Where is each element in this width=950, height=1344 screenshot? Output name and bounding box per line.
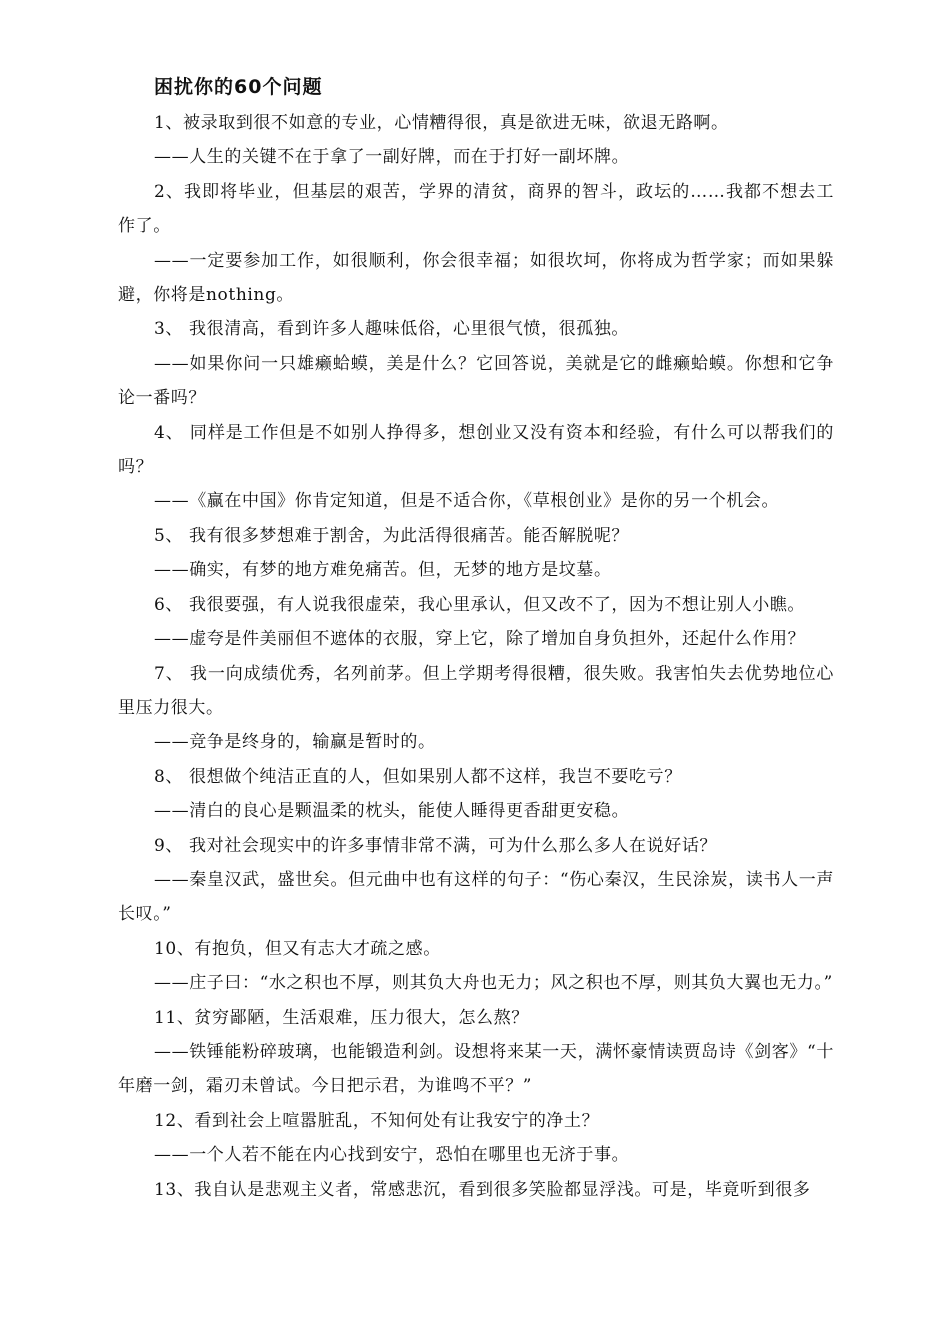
question-2: 2、我即将毕业，但基层的艰苦，学界的清贫，商界的智斗，政坛的……我都不想去工作了。 xyxy=(118,181,834,237)
answer-3: ——如果你问一只雄癞蛤蟆，美是什么？它回答说，美就是它的雌癞蛤蟆。你想和它争论一番吗？ xyxy=(118,353,834,409)
document-title: 困扰你的60个问题 xyxy=(154,76,323,98)
answer-9: ——秦皇汉武，盛世矣。但元曲中也有这样的句子：“伤心秦汉，生民涂炭，读书人一声长叹。” xyxy=(118,869,834,925)
answer-7: ——竞争是终身的，输赢是暂时的。 xyxy=(154,732,436,753)
answer-5: ——确实，有梦的地方难免痛苦。但，无梦的地方是坟墓。 xyxy=(154,560,612,581)
question-5: 5、 我有很多梦想难于割舍，为此活得很痛苦。能否解脱呢？ xyxy=(154,525,630,546)
answer-1: ——人生的关键不在于拿了一副好牌，而在于打好一副坏牌。 xyxy=(154,147,630,168)
question-10: 10、有抱负，但又有志大才疏之感。 xyxy=(154,938,441,959)
answer-6: ——虚夸是件美丽但不遮体的衣服，穿上它，除了增加自身负担外，还起什么作用？ xyxy=(154,629,806,650)
answer-11: ——铁锤能粉碎玻璃，也能锻造利剑。设想将来某一天，满怀豪情读贾岛诗《剑客》“十年磨一剑，霜刃未曾试。今日把示君，为谁鸣不平？” xyxy=(118,1041,834,1097)
question-4: 4、 同样是工作但是不如别人挣得多，想创业又没有资本和经验，有什么可以帮我们的吗？ xyxy=(118,422,834,478)
document-body xyxy=(118,72,834,1207)
question-3: 3、 我很清高，看到许多人趣味低俗，心里很气愤，很孤独。 xyxy=(154,319,630,340)
answer-10: ——庄子曰：“水之积也不厚，则其负大舟也无力；风之积也不厚，则其负大翼也无力。” xyxy=(154,973,833,994)
question-9: 9、 我对社会现实中的许多事情非常不满，可为什么那么多人在说好话？ xyxy=(154,835,718,856)
answer-8: ——清白的良心是颗温柔的枕头，能使人睡得更香甜更安稳。 xyxy=(154,801,630,822)
question-13: 13、我自认是悲观主义者，常感悲沉，看到很多笑脸都显浮浅。可是，毕竟听到很多 xyxy=(154,1179,811,1200)
question-6: 6、 我很要强，有人说我很虚荣，我心里承认，但又改不了，因为不想让别人小瞧。 xyxy=(154,594,806,615)
answer-4: ——《赢在中国》你肯定知道，但是不适合你，《草根创业》是你的另一个机会。 xyxy=(154,491,780,512)
question-12: 12、看到社会上喧嚣脏乱，不知何处有让我安宁的净土？ xyxy=(154,1110,600,1131)
question-11: 11、贫穷鄙陋，生活艰难，压力很大，怎么熬？ xyxy=(154,1007,529,1028)
question-8: 8、 很想做个纯洁正直的人，但如果别人都不这样，我岂不要吃亏？ xyxy=(154,766,682,787)
question-1: 1、被录取到很不如意的专业，心情糟得很，真是欲进无味，欲退无路啊。 xyxy=(154,113,729,133)
question-7: 7、 我一向成绩优秀，名列前茅。但上学期考得很糟，很失败。我害怕失去优势地位心里压力很大。 xyxy=(118,663,834,718)
answer-2: ——一定要参加工作，如很顺利，你会很幸福；如很坎坷，你将成为哲学家；而如果躲避，你将是nothing。 xyxy=(118,250,834,306)
answer-12: ——一个人若不能在内心找到安宁，恐怕在哪里也无济于事。 xyxy=(154,1145,630,1166)
